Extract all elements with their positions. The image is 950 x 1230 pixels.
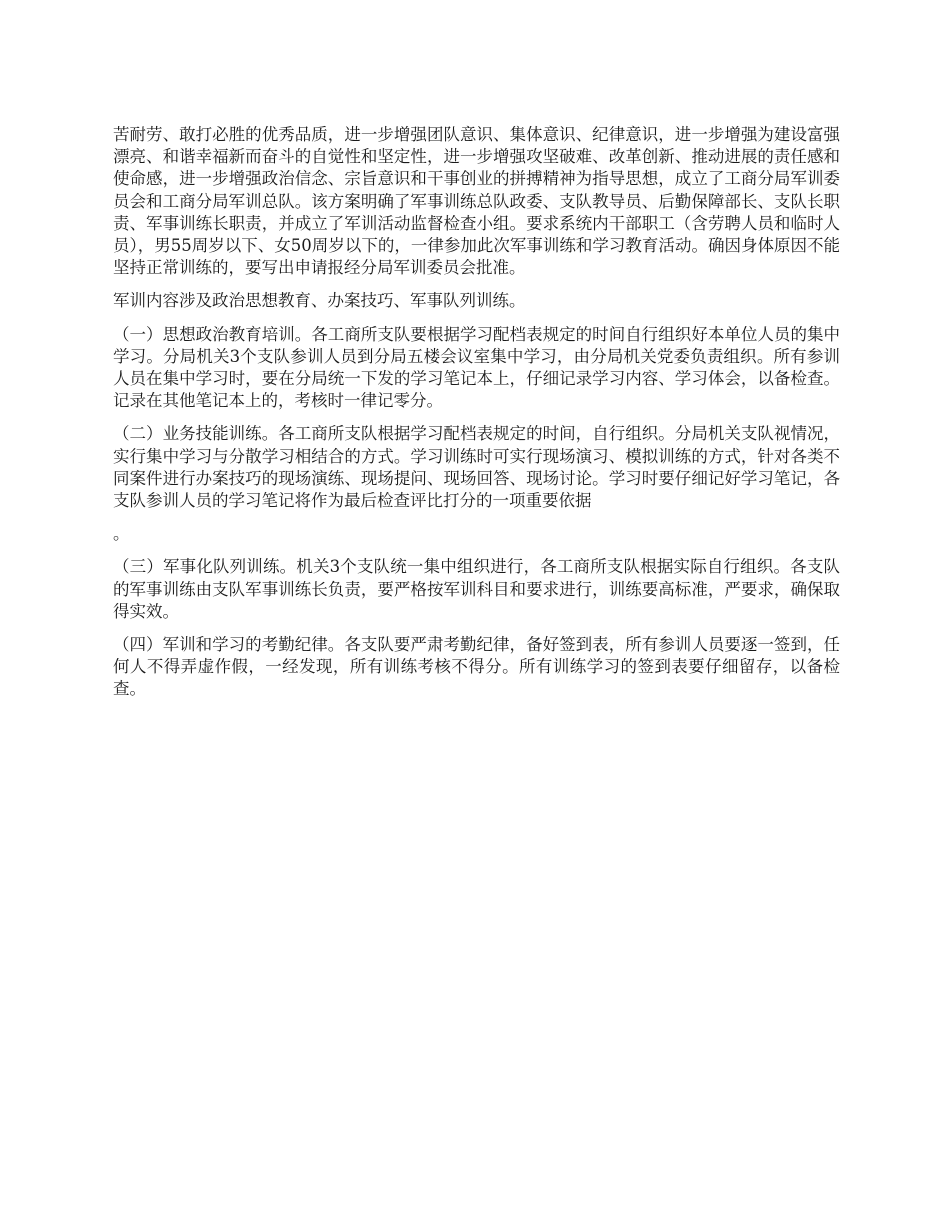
paragraph-attendance-discipline: （四）军训和学习的考勤纪律。各支队要严肃考勤纪律，备好签到表，所有参训人员要逐一签到，任何人不得弄虚作假，一经发现，所有训练考核不得分。所有训练学习的签到表要仔细留存，以备检查。 [113, 635, 840, 699]
paragraph-military-drill: （三）军事化队列训练。机关3个支队统一集中组织进行，各工商所支队根据实际自行组织。各支队的军事训练由支队军事训练长负责，要严格按军训科目和要求进行，训练要高标准，严要求，确保取得实效。 [113, 557, 840, 621]
paragraph-training-content: 军训内容涉及政治思想教育、办案技巧、军事队列训练。 [113, 291, 526, 311]
paragraph-training-goals: 苦耐劳、敢打必胜的优秀品质，进一步增强团队意识、集体意识、纪律意识，进一步增强为建设富强漂亮、和谐幸福新而奋斗的自觉性和坚定性，进一步增强攻坚破难、改革创新、推动进展的责任感和使命感，进一步增强政治信念、宗旨意识和干事创业的拼搏精神为指导思想，成立了工商分局军训委员会和工商分局军训总队。该方案明确了军事训练总队政委、支队教导员、后勤保障部长、支队长职责、军事训练长职责，并成立了军训活动监督检查小组。要求系统内干部职工（含劳聘人员和临时人员），男55周岁以下、女50周岁以下的，一律参加此次军事训练和学习教育活动。确因身体原因不能坚持正常训练的，要写出申请报经分局军训委员会批准。 [113, 125, 840, 278]
document-body [113, 124, 840, 712]
paragraph-business-skills: （二）业务技能训练。各工商所支队根据学习配档表规定的时间，自行组织。分局机关支队视情况，实行集中学习与分散学习相结合的方式。学习训练时可实行现场演习、模拟训练的方式，针对各类不同案件进行办案技巧的现场演练、现场提问、现场回答、现场讨论。学习时要仔细记好学习笔记，各支队参训人员的学习笔记将作为最后检查评比打分的一项重要依据 [113, 424, 840, 511]
paragraph-political-education: （一）思想政治教育培训。各工商所支队要根据学习配档表规定的时间自行组织好本单位人员的集中学习。分局机关3个支队参训人员到分局五楼会议室集中学习，由分局机关党委负责组织。所有参训人员在集中学习时，要在分局统一下发的学习笔记本上，仔细记录学习内容、学习体会，以备检查。记录在其他笔记本上的，考核时一律记零分。 [113, 324, 840, 411]
paragraph-trailing-period: 。 [113, 524, 130, 544]
